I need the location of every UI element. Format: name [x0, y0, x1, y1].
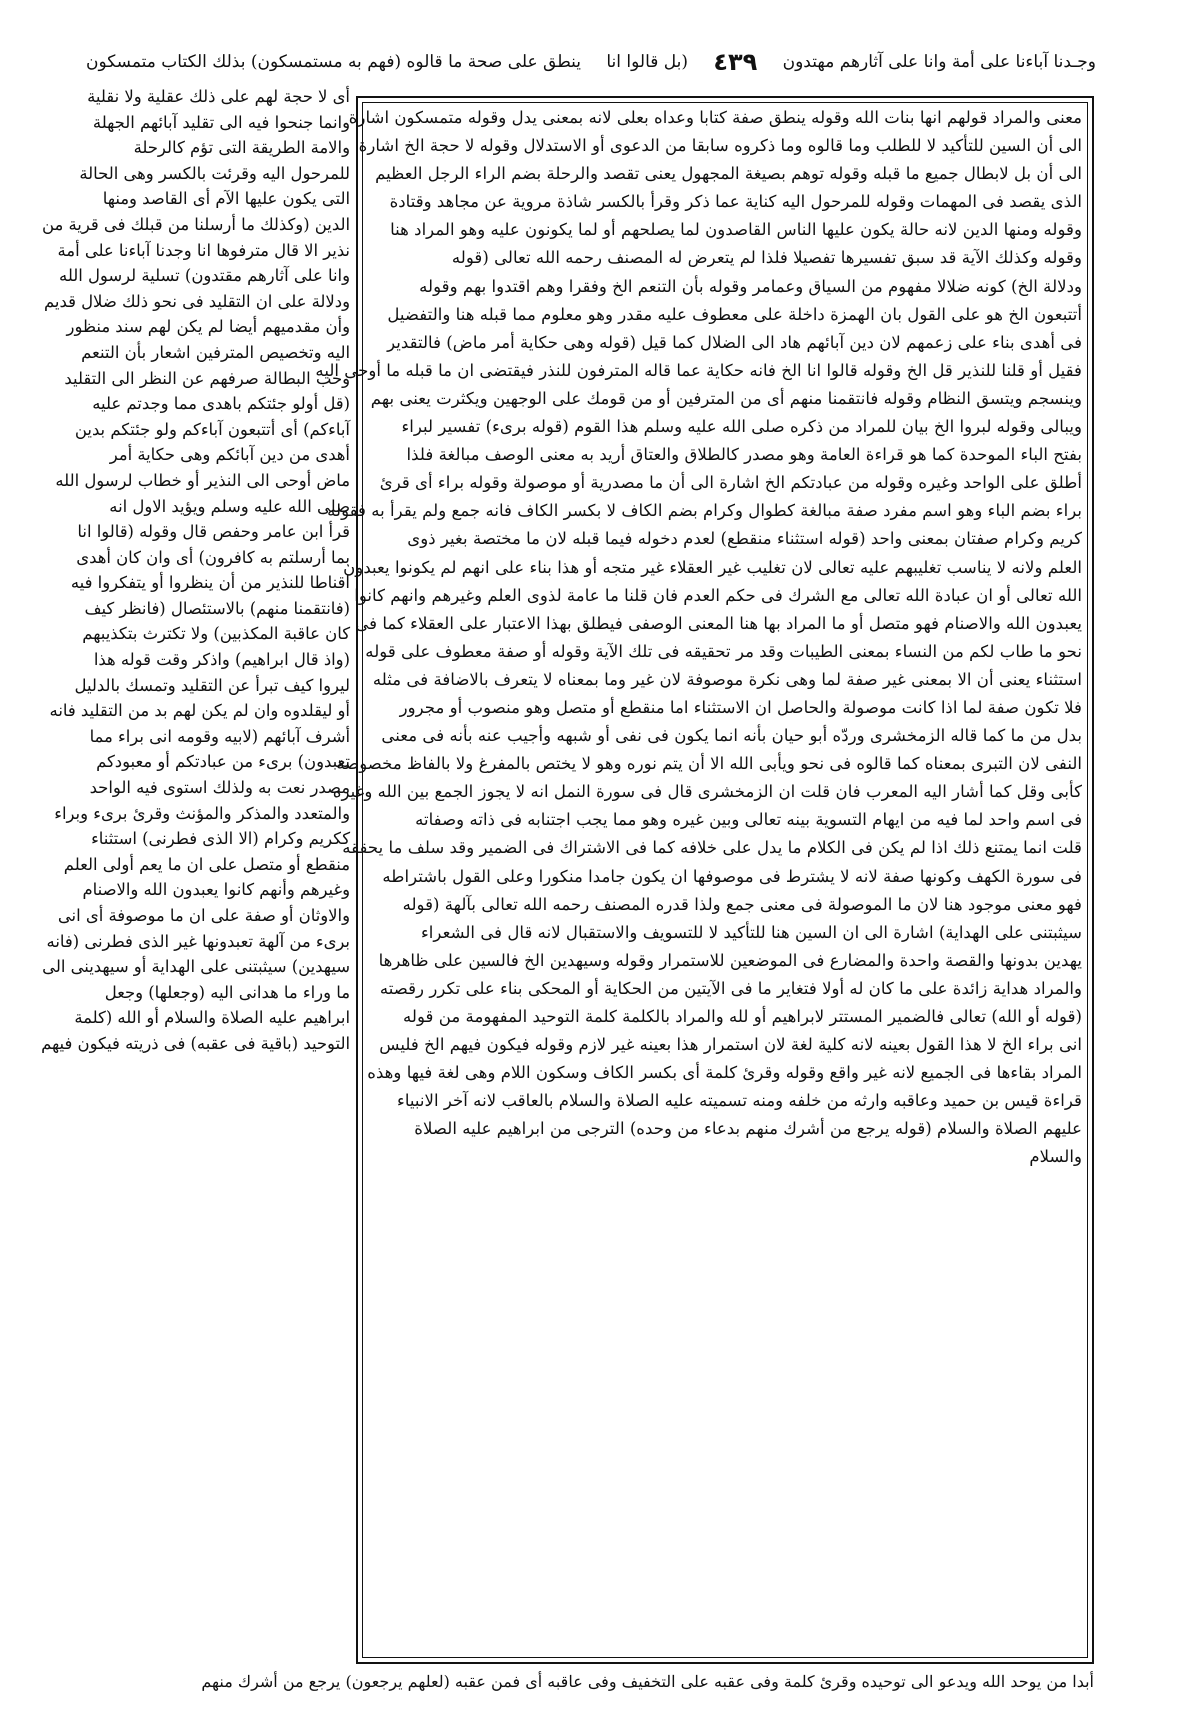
commentary-column [315, 104, 1082, 1172]
commentary-line: ودلالة الخ) كونه ضلالا مفهوم من السياق وعمامر وقوله بأن التنعم الخ وفقرا وهم اقتدوا بهم وقوله [419, 276, 1082, 296]
commentary-line: الى أن السين للتأكيد لا للطلب وما قالوه وما ذكروه سابقا من الدعوى أو الاستدلال وقوله لا حجة الخ اشارة [358, 136, 1082, 156]
margin-line: وانا على آثارهم مقتدون) تسلية لرسول الله [59, 266, 350, 286]
margin-line: ليروا كيف تبرأ عن التقليد وتمسك بالدليل [74, 675, 350, 695]
commentary-line: النفى لان التبرى بمعناه كما قالوه فى نحو ويأبى الله الا أن يتم نوره وهو لا يختص بالمفرغ ولا بالفاظ مخصوصة [336, 754, 1082, 774]
commentary-line: فى أهدى بناء على زعمهم لان دين آبائهم هاد الى الضلال كما قيل (قوله وهى حكاية أمر ماض) فالتقدير [387, 332, 1082, 352]
margin-line: ابراهيم عليه الصلاة والسلام أو الله (كلمة [74, 1008, 350, 1028]
page-header [86, 44, 1096, 80]
commentary-line: عليهم الصلاة والسلام (قوله يرجع من أشرك منهم بدعاء من وحده) الترجى من ابراهيم عليه الصلاة [414, 1119, 1082, 1139]
commentary-line: أطلق على الواحد وغيره وقوله من عبادتكم الخ اشارة الى أن ما مصدرية أو موصولة وقوله براء أى قرئ [379, 473, 1082, 493]
commentary-line: الذى يقصد فى المهمات وقوله للمرحول اليه كناية عما ذكر وقرأ بالكسر شاذة مروية عن مجاهد وقتادة [389, 192, 1082, 212]
margin-line: تعبدون) برىء من عبادتكم أو معبودكم [96, 752, 350, 772]
margin-line: ما وراء ما هدانى اليه (وجعلها) وجعل [104, 982, 350, 1002]
margin-line: وغيرهم وأنهم كانوا يعبدون الله والاصنام [82, 880, 350, 900]
margin-line: التى يكون عليها الآم أى القاصد ومنها [102, 189, 350, 209]
commentary-line: سيثبتنى على الهداية) اشارة الى ان السين هنا للتأكيد لا للتسويف والاستقبال لانه قال فى الشعراء [421, 922, 1082, 942]
margin-line: قرأ ابن عامر وحفص قال وقوله (قالوا انا [77, 522, 350, 542]
margin-line: وحب البطالة صرفهم عن النظر الى التقليد [64, 368, 350, 388]
commentary-line: وقوله وكذلك الآية قد سبق تفسيرها تفصيلا فلذا لم يتعرض له المصنف رحمه الله تعالى (قوله [451, 248, 1082, 268]
commentary-line: نحو ما طاب لكم من النساء بمعنى الطيبات وقد مر تحقيقه فى تلك الآية وقوله أو صفة معطوف على قوله [365, 641, 1082, 661]
margin-line: اقناطا للنذير من أن ينظروا أو يتفكروا فيه [70, 573, 350, 593]
tafsir-margin-column [41, 84, 350, 1687]
commentary-line: فلا تكون صفة لما اذا كانت موصولة والحاصل ان الاستثناء اما منقطع أو متصل وهو منصوب أو مجرور [399, 697, 1082, 717]
margin-line: بما أرسلتم به كافرون) أى وان كان أهدى [76, 547, 350, 567]
margin-line: وانما جنحوا فيه الى تقليد آبائهم الجهلة [92, 112, 350, 132]
commentary-line: أتتبعون الخ هو على القول بان الهمزة داخلة على معطوف عليه مقدر وهو معلوم مما قبله هنا والتفضيل [387, 304, 1082, 324]
commentary-line: قراءة قيس بن حميد وعاقبه وارثه من خلفه ومنه تسميته عليه الصلاة والسلام بالعاقب لانه آخر الانبياء [397, 1091, 1082, 1111]
margin-line: والاوثان أو صفة على ان ما موصوفة أى انى [57, 906, 350, 925]
commentary-line: فى سورة الكهف وكونها صفة لانه لا يشترط فى موصوفها ان يكون جامدا منكورا وعلى القول باشتراطه [382, 866, 1082, 886]
margin-line: أو ليقلدوه وان لم يكن لهم بد من التقليد فانه [49, 701, 350, 721]
commentary-line: فى اسم واحد لما فيه من ايهام التسوية بينه تعالى وبين غيره وهو مما يجب اجتنابه فى ذاته وصفاته [415, 810, 1082, 830]
commentary-line: والسلام [1029, 1147, 1082, 1167]
margin-line: (قل أولو جئتكم باهدى مما وجدتم عليه [92, 394, 350, 414]
commentary-line: وقوله ومنها الدين لانه حالة يكون عليها الناس القاصدون لما يصلحهم أو لما يكونون عليه وهو المراد هنا [390, 220, 1082, 240]
commentary-line: وينسجم ويتسق النظام وقوله فانتقمنا منهم أى من المترفين أو من قومك على الوجهين ويكثرت يعنى بهم [370, 388, 1082, 408]
margin-line: نذير الا قال مترفوها انا وجدنا آباءنا على أمة [57, 240, 350, 260]
margin-line: التوحيد (باقية فى عقبه) فى ذريته فيكون فيهم [41, 1033, 350, 1053]
margin-line: الدين (وكذلك ما أرسلنا من قبلك فى قرية من [42, 214, 350, 234]
commentary-line: فقيل أو قلنا للنذير قل الخ وقوله قالوا انا الخ فانه حكاية عما قاله المترفون للنذر فيقتضى ان ما قبله ما أوحى اليه [315, 360, 1082, 380]
margin-line: ماض أوحى الى النذير أو خطاب لرسول الله [55, 470, 350, 490]
margin-line: (واذ قال ابراهيم) واذكر وقت قوله هذا [93, 650, 350, 670]
margin-line: والمتعدد والمذكر والمؤنث وقرئ برىء وبراء [54, 803, 350, 823]
margin-line: منقطع أو متصل على ان ما يعم أولى العلم [63, 854, 350, 874]
header-running-text: ينطق على صحة ما قالوه (فهم به مستمسكون) بذلك الكتاب متمسكون [86, 52, 582, 72]
margin-line: آباءكم) أى أتتبعون آباءكم ولو جئتكم بدين [74, 419, 350, 439]
margin-line: أى لا حجة لهم على ذلك عقلية ولا نقلية [87, 87, 350, 106]
header-right-text: وجـدنا آباءنا على أمة وانا على آثارهم مهتدون [782, 52, 1096, 72]
commentary-line: والمراد هداية زائدة على ما كان له أولا فتغاير ما فى الآيتين من الحكاية أو المحكى بناء على تكرر رقصته [379, 978, 1082, 998]
margin-line: كان عاقبة المكذبين) ولا تكترث بتكذيبهم [82, 624, 350, 644]
margin-line: أهدى من دين آبائكم وهى حكاية أمر [109, 445, 350, 465]
commentary-line: المراد بقاءها فى الجميع لانه غير واقع وقوله وقرئ كلمة أى بكسر الكاف وسكون اللام وهى لغة فيها وهذه [367, 1063, 1082, 1083]
commentary-line: ويبالى وقوله لبروا الخ بيان للمراد من ذكره صلى الله عليه وسلم هذا القوم (قوله برىء) تفسير لبراء [401, 417, 1082, 437]
margin-line: وأن مقدميهم أيضا لم يكن لهم سند منظور [66, 317, 350, 337]
commentary-line: استثناء يعنى أن الا بمعنى غير صفة لما وهى نكرة موصوفة لان غير وما بمعناه لا يتعرف بالاضافة فى مثله [372, 669, 1082, 689]
commentary-line: العلم ولانه لا يناسب تغليبهم عليه تعالى لان تغليب غير العقلاء غير متجه أو هذا بناء على انهم لم يكونوا يعبدون [343, 557, 1082, 577]
margin-continuation-line: أبدا من يوحد الله ويدعو الى توحيده وقرئ كلمة وفى عقبه على التخفيف وفى عاقبه أى فمن عقبه (لعلهم يرجعون) يرجع من أشرك منهم [201, 1672, 1094, 1691]
commentary-line: يعبدون الله والاصنام فهو متصل أو ما المراد بها هنا المعنى الوصفى فيطلق بهذا الاعتبار على العقلاء كما فى [355, 613, 1082, 633]
commentary-line: فهو معنى موجود هنا لان ما الموصولة فى معنى جمع ولذا قدره المصنف رحمه الله تعالى بآلهة (قوله [402, 894, 1082, 914]
margin-line: للمرحول اليه وقرئت بالكسر وهى الحالة [79, 163, 350, 183]
commentary-line: يهدين بدونها والقصة واحدة والمضارع فى الموضعين للاستمرار وقوله وسيهدين الخ فالسين على ظاهرها [378, 950, 1082, 970]
margin-line: سيهدين) سيثبتنى على الهداية أو سيهدينى الى [42, 957, 350, 977]
margin-line: والامة الطريقة التى تؤم كالرحلة [133, 138, 350, 158]
margin-line: (فانتقمنا منهم) بالاستئصال (فانظر كيف [84, 598, 350, 618]
commentary-line: انى براء الخ لا هذا القول بعينه لانه كلية لغة لان استمرار هذا بعينه غير لازم وقوله فيكون فيهم الخ فليس [379, 1035, 1082, 1055]
commentary-line: الله تعالى أو ان عبادة الله تعالى مع الشرك فى حكم العدم فان قلنا ما عامة لذوى العلم وغيرهم وانهم كانوا [354, 585, 1082, 605]
commentary-line: براء بضم الباء وهو اسم مفرد صفة مبالغة كطوال وكرام بضم الكاف لا بكسر الكاف فانه جمع ولم يقرأ به فقوله [327, 501, 1082, 521]
commentary-line: بفتح الباء الموحدة كما هو قراءة العامة وهو مصدر كالطلاق والعتاق أريد به معنى الوصف مبالغة فلذا [406, 445, 1082, 465]
commentary-line: كأبى وقل كما أشار اليه المعرب فان قلت ان الزمخشرى قال فى سورة النمل انه لا يجوز الجمع بين الله وغيره [332, 782, 1082, 802]
margin-line: ودلالة على ان التقليد فى نحو ذلك ضلال قديم [44, 291, 350, 311]
commentary-line: (قوله أو الله) تعالى فالضمير المستتر لابراهيم أو لله والمراد بالكلمة كلمة التوحيد المفهومة من قوله [403, 1007, 1082, 1026]
page-number: ٤٣٩ [713, 48, 758, 76]
margin-line: ككريم وكرام (الا الذى فطرنى) استثناء [91, 829, 350, 849]
margin-line: صلى الله عليه وسلم ويؤيد الاول انه [109, 496, 350, 516]
margin-line: أشرف آبائهم (لابيه وقومه انى براء مما [89, 726, 350, 746]
commentary-line: كريم وكرام صفتان بمعنى واحد (قوله استثناء منقطع) لعدم دخوله فيما قبله لان ما مختصة بغير ذوى [407, 529, 1082, 549]
commentary-frame [315, 96, 1094, 1664]
commentary-line: الى أن بل لابطال جميع ما قبله وقوله توهم بصيغة المجهول يعنى تقصد والرحلة بضم الراء الرجل العظيم [375, 164, 1082, 184]
commentary-line: معنى والمراد قولهم انها بنات الله وقوله ينطق صفة كتابا وعداه بعلى لانه بمعنى يدل وقوله متمسكون اشارة [348, 108, 1082, 127]
margin-line: برىء من آلهة تعبدونها غير الذى فطرنى (فانه [46, 931, 350, 951]
margin-line: اليه وتخصيص المترفين اشعار بأن التنعم [81, 342, 350, 362]
margin-line: مصدر نعت به ولذلك استوى فيه الواحد [89, 778, 350, 798]
commentary-line: بدل من ما كما قاله الزمخشرى وردّه أبو حيان بأنه انما يكون فى نفى أو شبهه وأجيب عنه بأنه فى معنى [381, 726, 1082, 746]
header-middle-text: (بل قالوا انا [606, 52, 689, 72]
commentary-line: قلت انما يمتنع ذلك اذا لم يكن فى الكلام ما يدل على خلافه كما فى الاشتراك فى الضمير وقد سلف ما يحققه [342, 838, 1082, 858]
